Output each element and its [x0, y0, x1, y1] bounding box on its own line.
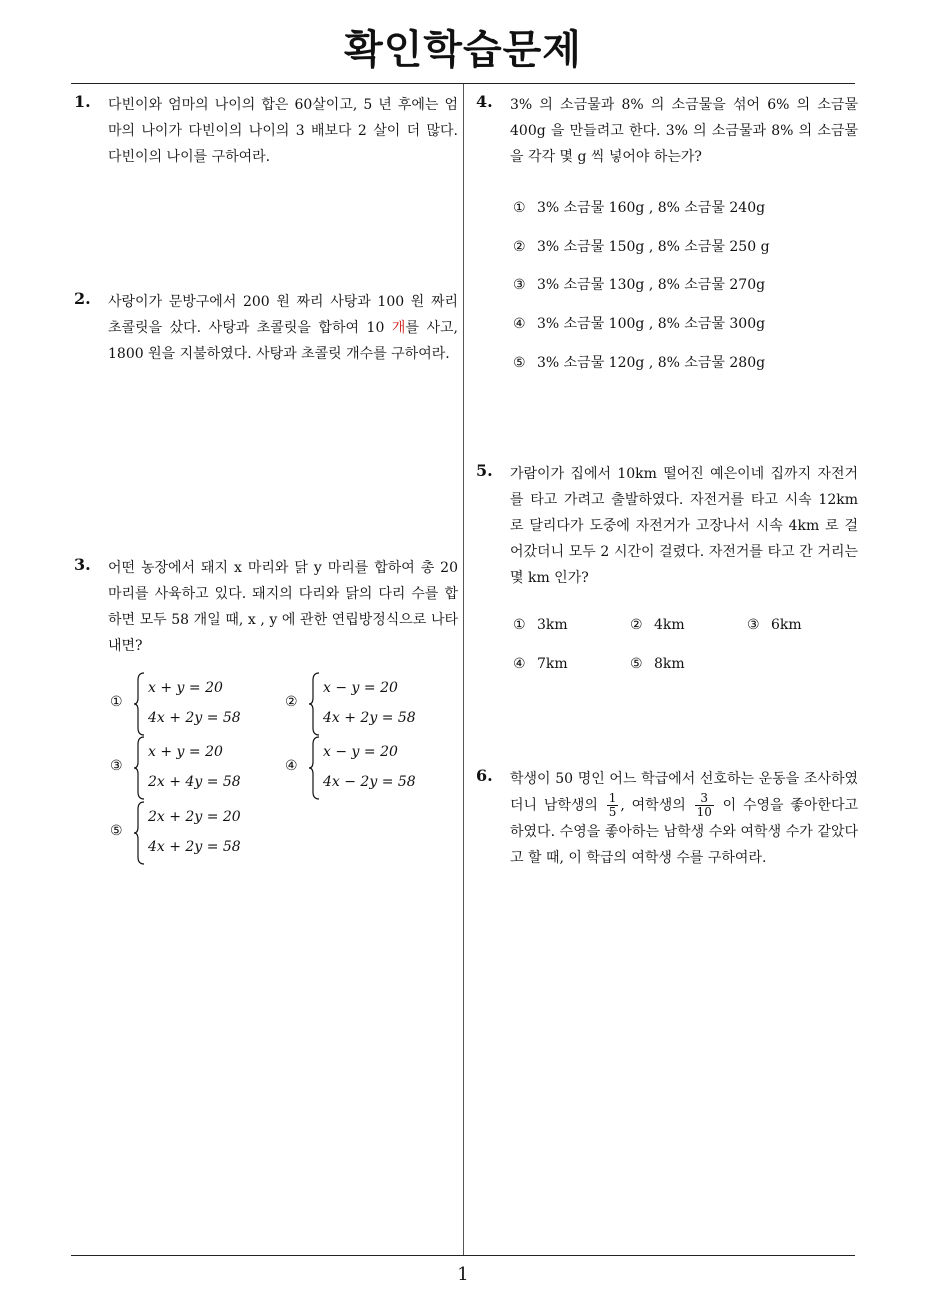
equation: 4x + 2y = 58	[148, 839, 241, 855]
choice-text: 3% 소금물 120g , 8% 소금물 280g	[537, 355, 766, 371]
problem-text: 다빈이와 엄마의 나이의 합은 60살이고, 5 년 후에는 엄마의 나이가 다빈이의 나이의 3 배보다 2 살이 더 많다. 다빈이의 나이를 구하여라.	[108, 97, 458, 165]
choice-item[interactable]	[513, 274, 765, 294]
problem-number: 2.	[74, 289, 91, 308]
problem-number: 1.	[74, 92, 91, 111]
fraction-denominator: 10	[696, 805, 712, 819]
fraction	[607, 792, 619, 819]
choice-item[interactable]	[513, 617, 568, 633]
choice-number: ③	[513, 277, 526, 293]
choice-number: ⑤	[110, 823, 123, 839]
choice-number: ②	[630, 617, 643, 633]
choice-number: ①	[513, 200, 526, 216]
choice-number: ②	[513, 239, 526, 255]
equation: x + y = 20	[148, 744, 223, 760]
problem-number: 6.	[476, 766, 493, 785]
choice-number: ⑤	[630, 656, 643, 672]
problem-text-part: 학생이 50 명인 어느 학급에서 선호하는 운동을 조사하였더니 남학생의	[510, 771, 858, 814]
problem-text: 3% 의 소금물과 8% 의 소금물을 섞어 6% 의 소금물 400g 을 만들려고 한다. 3% 의 소금물과 8% 의 소금물을 각각 몇 g 씩 넣어야 하는가?	[510, 97, 858, 165]
choice-item[interactable]	[630, 656, 685, 672]
problem-number: 3.	[74, 555, 91, 574]
page-title: 확인학습문제	[344, 27, 582, 73]
page-number: 1	[457, 1264, 469, 1285]
bottom-rule	[71, 1255, 855, 1256]
brace-icon	[134, 672, 146, 736]
problem-text-part: , 여학생의	[620, 797, 686, 814]
choice-text: 3% 소금물 130g , 8% 소금물 270g	[537, 277, 766, 293]
choice-number: ①	[110, 694, 123, 710]
problem-text-part: 를 사고, 1800 원을 지불하였다. 사탕과 초콜릿 개수를 구하여라.	[108, 320, 458, 362]
choice-item[interactable]	[513, 656, 568, 672]
equation: 4x − 2y = 58	[323, 774, 416, 790]
problem-text-part: 사랑이가 문방구에서 200 원 짜리 사탕과 100 원 짜리 초콜릿을 샀다. 사탕과 초콜릿을 합하여 10	[108, 294, 458, 336]
equation: x − y = 20	[323, 680, 398, 696]
brace-icon	[309, 736, 321, 800]
choice-number: ④	[513, 316, 526, 332]
choice-number: ②	[285, 694, 298, 710]
equation: x + y = 20	[148, 680, 223, 696]
choice-text: 7km	[537, 656, 568, 672]
problem-number: 5.	[476, 461, 493, 480]
fraction-numerator: 3	[695, 792, 714, 806]
choice-number: ④	[285, 758, 298, 774]
highlighted-word: 개	[391, 320, 406, 336]
choice-number: ③	[110, 758, 123, 774]
choice-text: 3% 소금물 160g , 8% 소금물 240g	[537, 200, 766, 216]
choice-text: 8km	[654, 656, 685, 672]
choice-text: 3km	[537, 617, 568, 633]
fraction-numerator: 1	[608, 791, 617, 805]
problem-text	[108, 289, 458, 367]
choice-item[interactable]	[630, 617, 685, 633]
column-divider	[463, 84, 464, 1255]
choice-item[interactable]	[747, 617, 802, 633]
choice-text: 4km	[654, 617, 685, 633]
problem-text: 가람이가 집에서 10km 떨어진 예은이네 집까지 자전거를 타고 가려고 출발하였다. 자전거를 타고 시속 12km 로 달리다가 도중에 자전거가 고장나서 시속 4km 로 걸어갔더니 모두 2 시간이 걸렸다. 자전거를 타고 간 거리는 몇 km 인가?	[510, 466, 858, 586]
fraction-denominator: 5	[608, 805, 617, 819]
choice-text: 3% 소금물 100g , 8% 소금물 300g	[537, 316, 766, 332]
problem-text-part: 이 수영을 좋아한다고 하였다. 수영을 좋아하는 남학생 수와 여학생 수가 같았다고 할 때, 이 학급의 여학생 수를 구하여라.	[510, 797, 858, 866]
choice-item[interactable]	[513, 236, 770, 256]
choice-text: 3% 소금물 150g , 8% 소금물 250 g	[537, 239, 770, 255]
choice-number: ①	[513, 617, 526, 633]
choice-number: ⑤	[513, 355, 526, 371]
brace-icon	[134, 736, 146, 800]
choice-number: ③	[747, 617, 760, 633]
equation: 2x + 2y = 20	[148, 809, 241, 825]
choice-number: ④	[513, 656, 526, 672]
brace-icon	[134, 801, 146, 865]
choice-text: 6km	[771, 617, 802, 633]
fraction	[695, 792, 714, 819]
choice-item[interactable]	[513, 313, 765, 333]
problem-text: 어떤 농장에서 돼지 x 마리와 닭 y 마리를 합하여 총 20 마리를 사육하고 있다. 돼지의 다리와 닭의 다리 수를 합하면 모두 58 개일 때, x , y 에 관한 연립방정식으로 나타내면?	[108, 560, 458, 654]
choice-item[interactable]	[513, 352, 765, 372]
choice-item[interactable]	[513, 197, 765, 217]
equation: 4x + 2y = 58	[323, 710, 416, 726]
equation: 4x + 2y = 58	[148, 710, 241, 726]
equation: 2x + 4y = 58	[148, 774, 241, 790]
problem-text	[510, 766, 858, 871]
problem-number: 4.	[476, 92, 493, 111]
equation: x − y = 20	[323, 744, 398, 760]
brace-icon	[309, 672, 321, 736]
